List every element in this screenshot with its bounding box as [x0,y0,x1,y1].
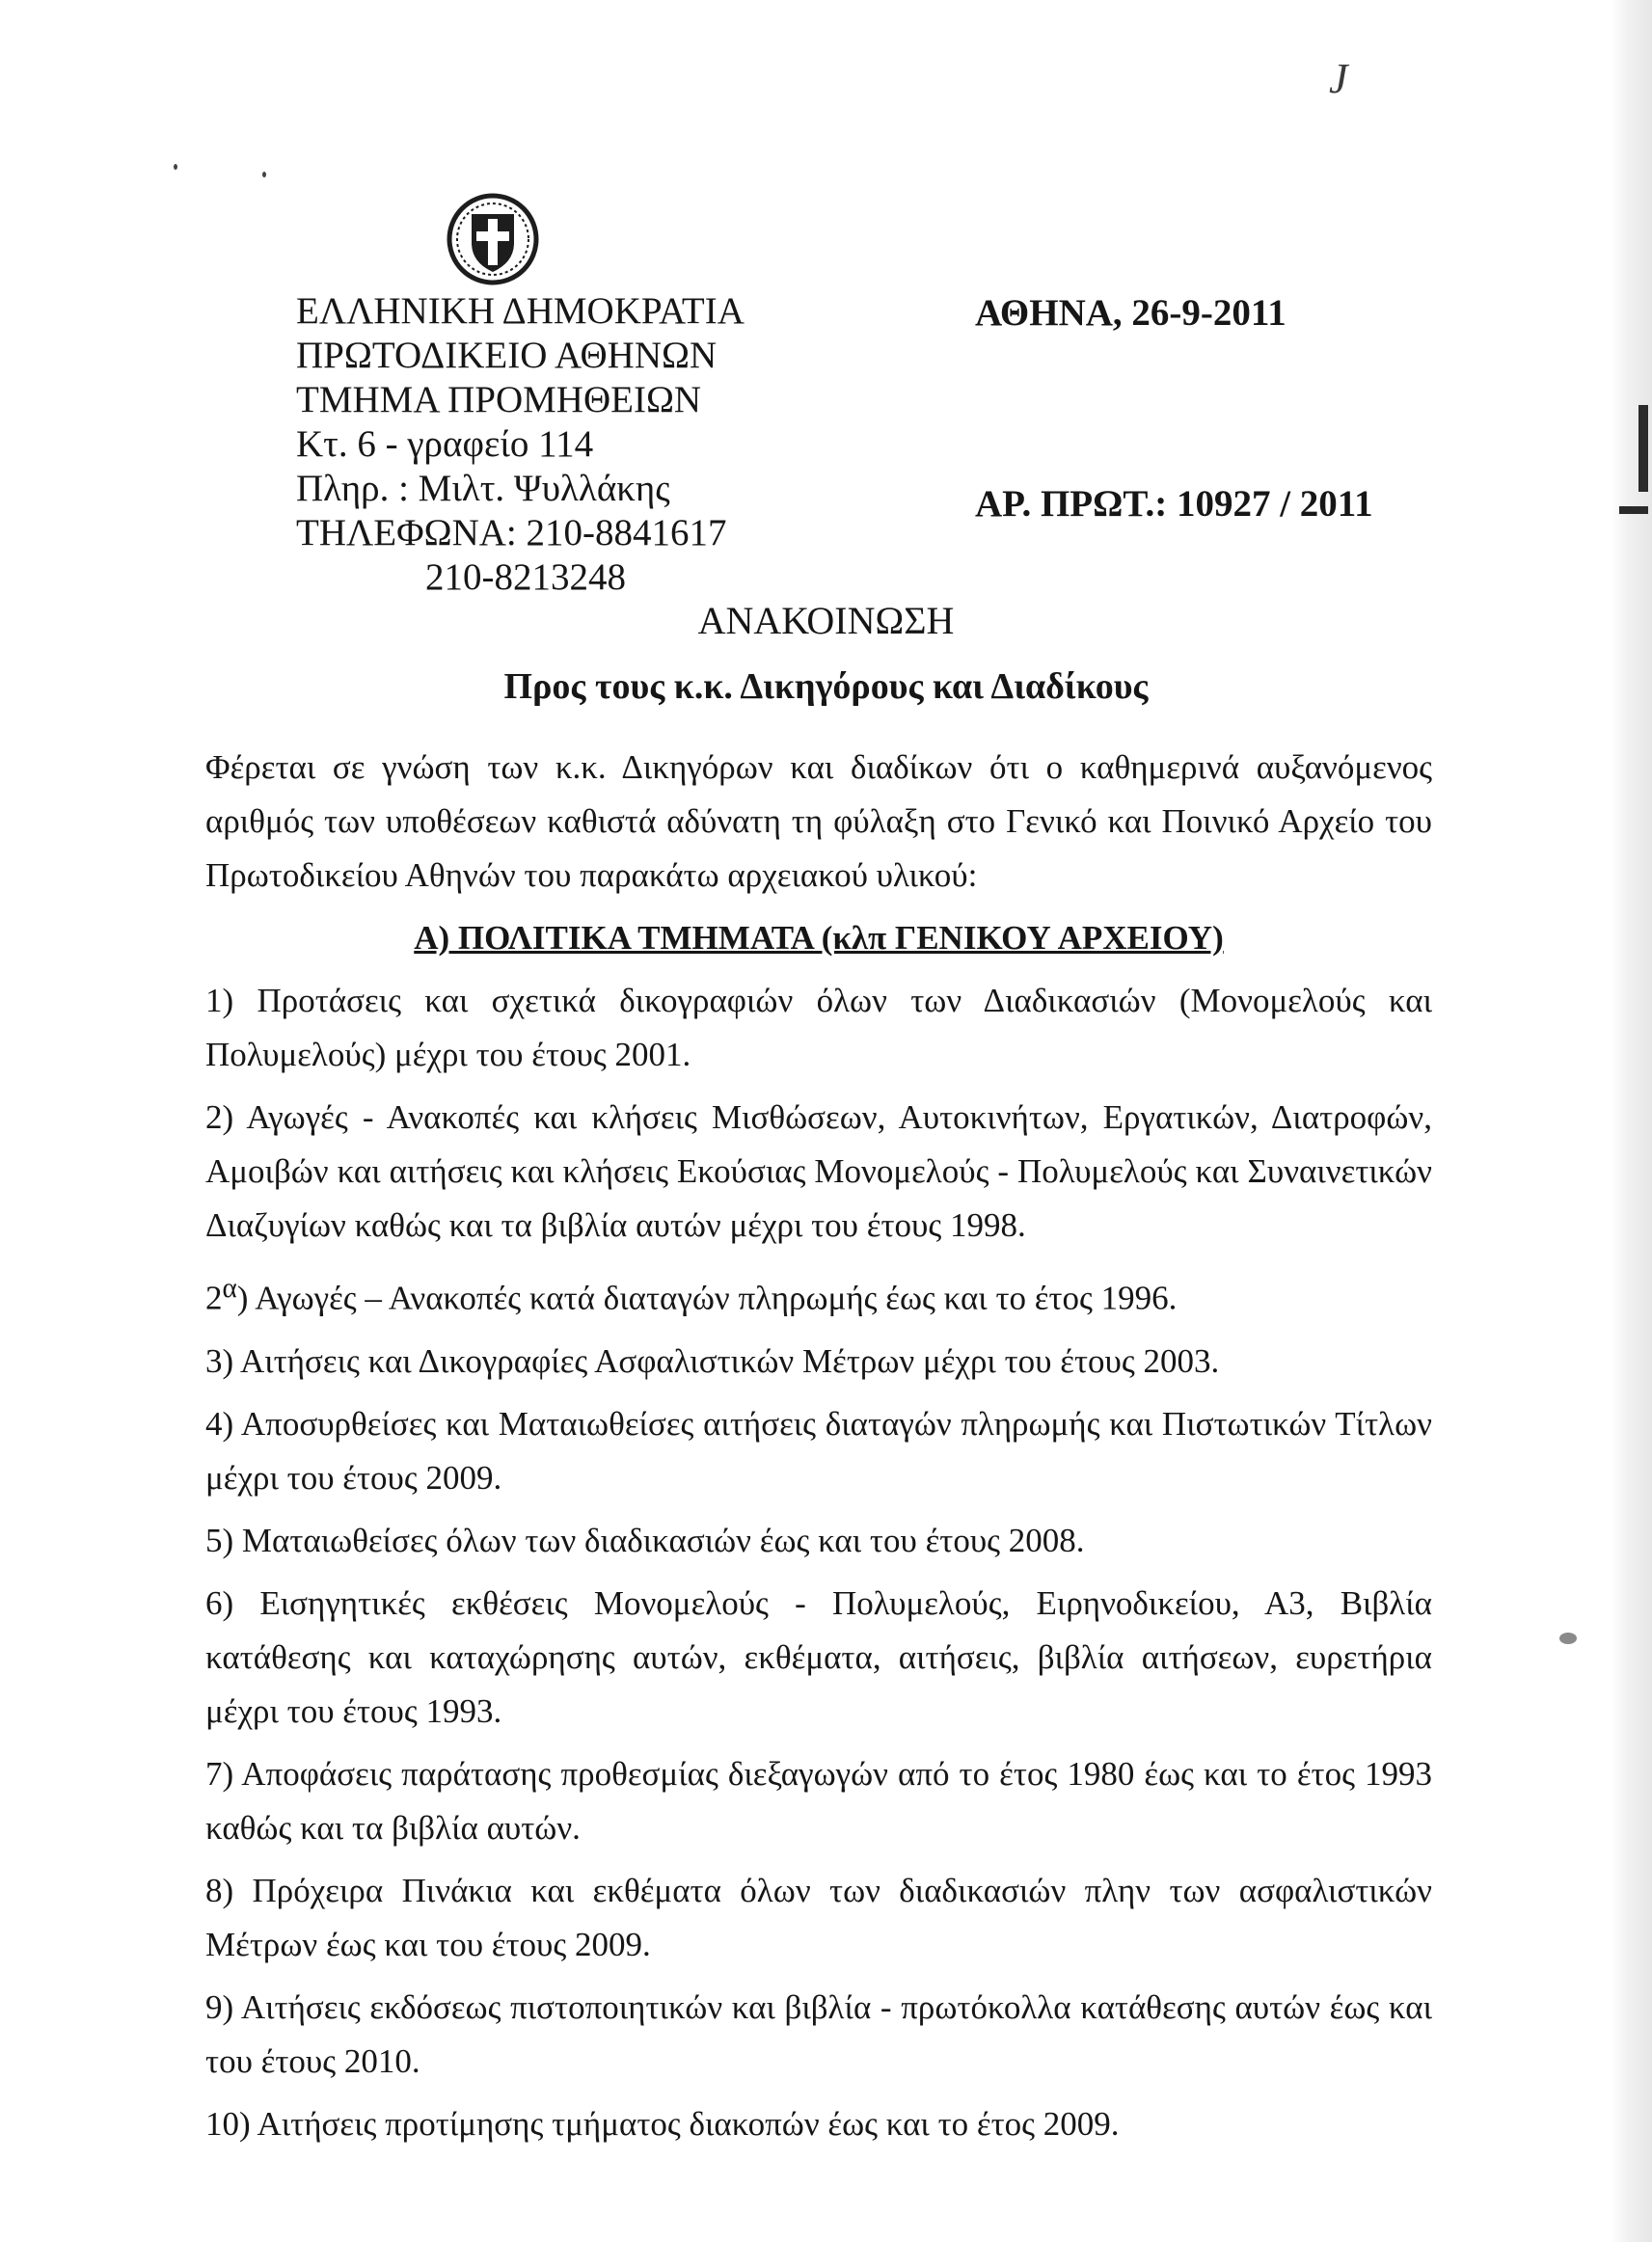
protocol-number: ΑΡ. ΠΡΩΤ.: 10927 / 2011 [975,483,1373,525]
page-subtitle: Προς τους κ.κ. Δικηγόρους και Διαδίκους [503,666,1149,707]
scan-speck [174,164,177,170]
list-item-number: 2 [205,1279,223,1317]
list-item: 6) Εισηγητικές εκθέσεις Μονομελούς - Πολυμελούς, Ειρηνοδικείου, Α3, Βιβλία κατάθεσης και καταχώρησης αυτών, εκθέματα, αιτήσεις, βιβλία αιτήσεων, ευρετήρια μέχρι του έτους 1993. [205,1583,1432,1730]
issuer-line: ΤΗΛΕΦΩΝΑ: 210-8841617 [296,512,727,554]
list-item: 9) Αιτήσεις εκδόσεως πιστοποιητικών και βιβλία - πρωτόκολλα κατάθεσης αυτών έως και του έτους 2010. [205,1987,1432,2080]
list-item: 1) Προτάσεις και σχετικά δικογραφιών όλων των Διαδικασιών (Μονομελούς και Πολυμελούς) μέχρι του έτους 2001. [205,982,1432,1073]
list-item: 3) Αιτήσεις και Δικογραφίες Ασφαλιστικών Μέτρων μέχρι του έτους 2003. [205,1341,1220,1380]
handwritten-margin-note: J [1329,55,1348,102]
scan-edge-mark [1638,405,1648,492]
list-item: 4) Αποσυρθείσες και Ματαιωθείσες αιτήσεις διαταγών πληρωμής και Πιστωτικών Τίτλων μέχρι του έτους 2009. [205,1404,1432,1497]
list-item: 7) Αποφάσεις παράτασης προθεσμίας διεξαγωγών από το έτος 1980 έως και το έτος 1993 καθώς και τα βιβλία αυτών. [205,1754,1432,1847]
list-item: 2) Αγωγές - Ανακοπές και κλήσεις Μισθώσεων, Αυτοκινήτων, Εργατικών, Διατροφών, Αμοιβών και αιτήσεις και κλήσεις Εκούσιας Μονομελούς - Πολυμελούς και Συναινετικών Διαζυγίων καθώς και τα βιβλία αυτών μέχρι του έτους 1998. [205,1098,1432,1244]
issuer-line: ΕΛΛΗΝΙΚΗ ΔΗΜΟΚΡΑΤΙΑ [296,290,745,332]
list-item: 8) Πρόχειρα Πινάκια και εκθέματα όλων των διαδικασιών πλην των ασφαλιστικών Μέτρων έως και του έτους 2009. [205,1871,1432,1963]
scan-speck [262,172,266,177]
list-item: 5) Ματαιωθείσες όλων των διαδικασιών έως και του έτους 2008. [205,1521,1085,1559]
announcement-body [205,741,1432,2160]
issuer-line: ΤΜΗΜΑ ΠΡΟΜΗΘΕΙΩΝ [296,379,702,420]
scan-speck [1559,1633,1577,1644]
issuer-line: Κτ. 6 - γραφείο 114 [296,423,594,465]
list-item-text: ) Αγωγές – Ανακοπές κατά διαταγών πληρωμής έως και το έτος 1996. [236,1279,1178,1317]
page-title: ΑΝΑΚΟΙΝΩΣΗ [697,599,955,642]
issuer-block [296,289,745,600]
scan-edge-mark [1619,506,1648,514]
issuer-phone-2: 210-8213248 [425,556,626,598]
list-item [205,1261,1432,1326]
document-date: ΑΘΗΝΑ, 26-9-2011 [975,292,1286,334]
list-item: 10) Αιτήσεις προτίμησης τμήματος διακοπών έως και το έτος 2009. [205,2104,1120,2143]
section-heading: Α) ΠΟΛΙΤΙΚΑ ΤΜΗΜΑΤΑ (κλπ ΓΕΝΙΚΟΥ ΑΡΧΕΙΟΥ) [414,919,1224,957]
scan-edge-shadow [1611,0,1652,2242]
coat-of-arms-icon [447,193,539,285]
issuer-line: Πληρ. : Μιλτ. Ψυλλάκης [296,468,670,509]
issuer-line: ΠΡΩΤΟΔΙΚΕΙΟ ΑΘΗΝΩΝ [296,335,718,376]
intro-paragraph: Φέρεται σε γνώση των κ.κ. Δικηγόρων και διαδίκων ότι ο καθημερινά αυξανόμενος αριθμός των υποθέσεων καθιστά αδύνατη τη φύλαξη στο Γενικό και Ποινικό Αρχείο του Πρωτοδικείου Αθηνών του παρακάτω αρχειακού υλικού: [205,748,1432,894]
list-item-superscript: α [222,1273,237,1304]
